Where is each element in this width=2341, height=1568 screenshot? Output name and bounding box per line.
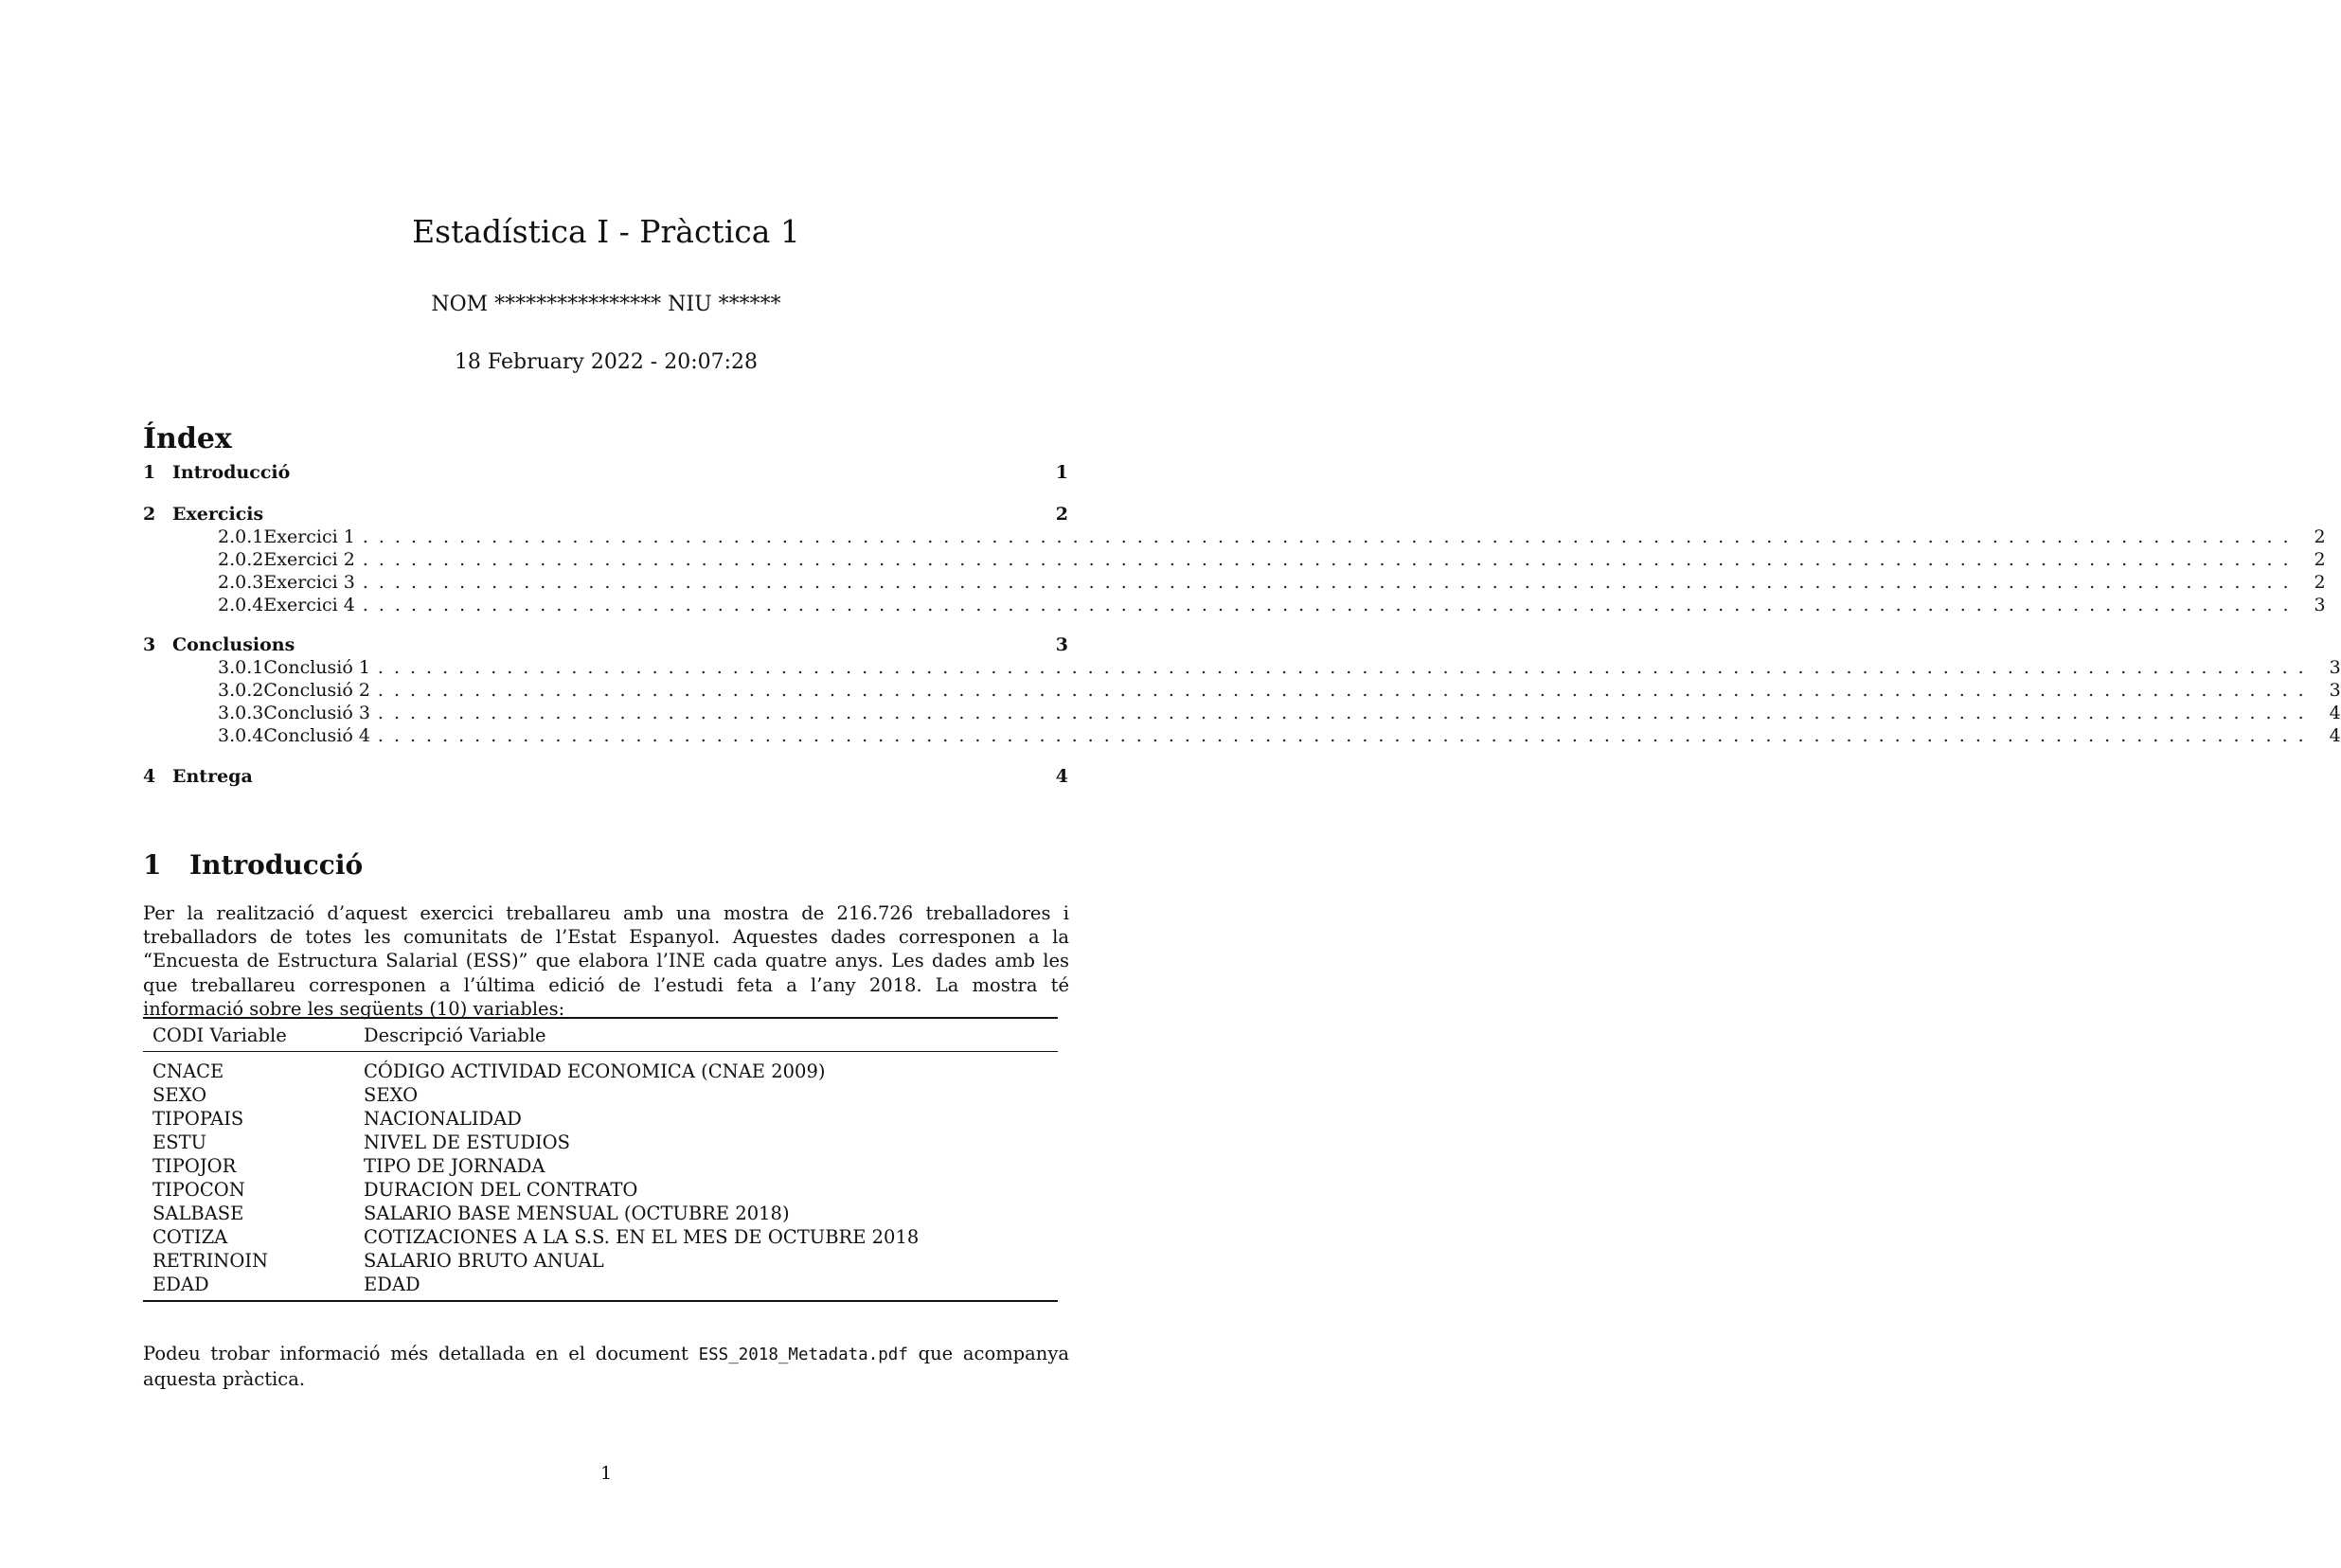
variable-description: NIVEL DE ESTUDIOS — [364, 1131, 571, 1153]
toc-entry-number: 2.0.3 — [218, 572, 264, 593]
toc-entry-page: 2 — [2314, 526, 2326, 547]
table-row — [143, 1202, 1058, 1225]
toc-entry-number: 2.0.2 — [218, 549, 264, 570]
intro-paragraph: Per la realització d’aquest exercici treballareu amb una mostra de 216.726 treballadores i treballadors de totes les comunitats de l’Estat Espanyol. Aquestes dades corresponen a la “Encuesta de Estructura Salarial (ESS)” que elabora l’INE cada quatre anys. Les dades amb les que treballareu corresponen a l’última edició de l’estudi feta a l’any 2018. La mostra té informació sobre les següents (10) variables: — [143, 902, 1069, 1020]
toc-entry-label: Conclusió 4 — [263, 725, 370, 746]
metadata-filename: ESS_2018_Metadata.pdf — [698, 1345, 908, 1364]
table-row — [143, 1131, 1058, 1154]
variable-code: EDAD — [152, 1274, 209, 1295]
toc-subsection-entry[interactable] — [143, 724, 2341, 748]
table-header-row — [143, 1019, 1058, 1052]
toc-entry-number: 3.0.1 — [218, 657, 264, 678]
toc-heading: Índex — [143, 422, 232, 455]
toc-entry-label: Exercici 1 — [263, 526, 355, 547]
toc-subsection-entry[interactable] — [143, 679, 2341, 703]
toc-entry-page: 2 — [1055, 504, 1068, 525]
toc-entry-number: 2.0.4 — [218, 595, 264, 615]
toc-entry-number: 3 — [143, 634, 156, 655]
variable-code: CNACE — [152, 1060, 224, 1082]
toc-entry-number: 3.0.3 — [218, 703, 264, 723]
toc-entry-label: Exercici 3 — [263, 572, 355, 593]
variable-description: SEXO — [364, 1084, 419, 1106]
toc-subsection-entry[interactable] — [143, 548, 2326, 572]
toc-entry-page: 3 — [1055, 634, 1068, 655]
table-row — [143, 1107, 1058, 1131]
toc-entry-label: Exercici 4 — [263, 595, 355, 615]
toc-dot-leader: ........................................................................................................................ — [362, 595, 2299, 615]
toc-dot-leader: ........................................................................................................................ — [362, 549, 2299, 570]
toc-dot-leader: ........................................................................................................................ — [377, 703, 2314, 723]
toc-entry-page: 1 — [1055, 462, 1068, 483]
table-row — [143, 1273, 1058, 1296]
document-title: Estadística I - Pràctica 1 — [412, 213, 800, 250]
toc-entry-number: 2 — [143, 504, 156, 525]
variable-code: COTIZA — [152, 1226, 228, 1248]
variable-code: TIPOJOR — [152, 1155, 237, 1177]
section-title: Introducció — [189, 849, 364, 881]
document-date: 18 February 2022 - 20:07:28 — [454, 350, 759, 374]
toc-entry-number: 4 — [143, 766, 156, 787]
section-number: 1 — [143, 849, 162, 881]
toc-entry-number: 3.0.2 — [218, 680, 264, 701]
variable-code: TIPOCON — [152, 1179, 245, 1201]
variable-code: SALBASE — [152, 1203, 244, 1224]
toc-section-entry[interactable] — [143, 633, 1068, 657]
toc-section-entry[interactable] — [143, 503, 1068, 526]
table-row — [143, 1225, 1058, 1249]
table-row — [143, 1083, 1058, 1107]
variable-description: EDAD — [364, 1274, 420, 1295]
toc-entry-label: Conclusió 1 — [263, 657, 370, 678]
table-header-code: CODI Variable — [152, 1024, 287, 1046]
toc-entry-label: Exercicis — [172, 504, 264, 525]
toc-entry-page: 4 — [2329, 703, 2341, 723]
author-line: NOM **************** NIU ****** — [431, 293, 781, 316]
toc-entry-number: 3.0.4 — [218, 725, 264, 746]
toc-section-entry[interactable] — [143, 461, 1068, 485]
toc-entry-page: 4 — [1055, 766, 1068, 787]
variable-description: DURACION DEL CONTRATO — [364, 1179, 638, 1201]
toc-entry-page: 4 — [2329, 725, 2341, 746]
toc-entry-page: 3 — [2329, 680, 2341, 701]
toc-subsection-entry[interactable] — [143, 526, 2326, 549]
variable-description: TIPO DE JORNADA — [364, 1155, 545, 1177]
toc-subsection-entry[interactable] — [143, 702, 2341, 725]
toc-subsection-entry[interactable] — [143, 571, 2326, 595]
toc-entry-label: Conclusions — [172, 634, 295, 655]
toc-dot-leader: ........................................................................................................................ — [377, 680, 2314, 701]
toc-subsection-entry[interactable] — [143, 594, 2326, 617]
page-number: 1 — [599, 1463, 613, 1484]
variable-description: SALARIO BRUTO ANUAL — [364, 1250, 604, 1272]
toc-dot-leader: ........................................................................................................................ — [377, 657, 2314, 678]
toc-subsection-entry[interactable] — [143, 656, 2341, 680]
variable-code: RETRINOIN — [152, 1250, 269, 1272]
variable-description: COTIZACIONES A LA S.S. EN EL MES DE OCTUBRE 2018 — [364, 1226, 920, 1248]
toc-entry-page: 3 — [2329, 657, 2341, 678]
variable-code: ESTU — [152, 1131, 207, 1153]
variables-table — [143, 1017, 1058, 1302]
toc-entry-page: 2 — [2314, 549, 2326, 570]
table-row — [143, 1249, 1058, 1273]
closing-text-before: Podeu trobar informació més detallada en el document — [143, 1343, 699, 1364]
toc-entry-number: 2.0.1 — [218, 526, 264, 547]
table-header-description: Descripció Variable — [364, 1024, 546, 1046]
toc-entry-label: Conclusió 3 — [263, 703, 370, 723]
toc-dot-leader: ........................................................................................................................ — [362, 526, 2299, 547]
variable-description: SALARIO BASE MENSUAL (OCTUBRE 2018) — [364, 1203, 790, 1224]
toc-entry-number: 1 — [143, 462, 156, 483]
table-row — [143, 1060, 1058, 1083]
variable-description: NACIONALIDAD — [364, 1108, 522, 1130]
variable-code: TIPOPAIS — [152, 1108, 244, 1130]
closing-paragraph — [143, 1342, 1069, 1391]
variable-description: CÓDIGO ACTIVIDAD ECONOMICA (CNAE 2009) — [364, 1060, 826, 1082]
toc-entry-label: Entrega — [172, 766, 253, 787]
toc-dot-leader: ........................................................................................................................ — [362, 572, 2299, 593]
toc-entry-label: Introducció — [172, 462, 291, 483]
toc-entry-page: 3 — [2314, 595, 2326, 615]
closing-text-after: que acompanya aquesta pràctica. — [143, 1343, 1069, 1391]
table-body — [143, 1052, 1058, 1300]
toc-entry-label: Exercici 2 — [263, 549, 355, 570]
section-heading — [143, 849, 363, 881]
toc-dot-leader: ........................................................................................................................ — [377, 725, 2314, 746]
toc-section-entry[interactable] — [143, 765, 1068, 789]
toc-entry-page: 2 — [2314, 572, 2326, 593]
table-row — [143, 1154, 1058, 1178]
variable-code: SEXO — [152, 1084, 207, 1106]
toc-entry-label: Conclusió 2 — [263, 680, 370, 701]
table-row — [143, 1178, 1058, 1202]
